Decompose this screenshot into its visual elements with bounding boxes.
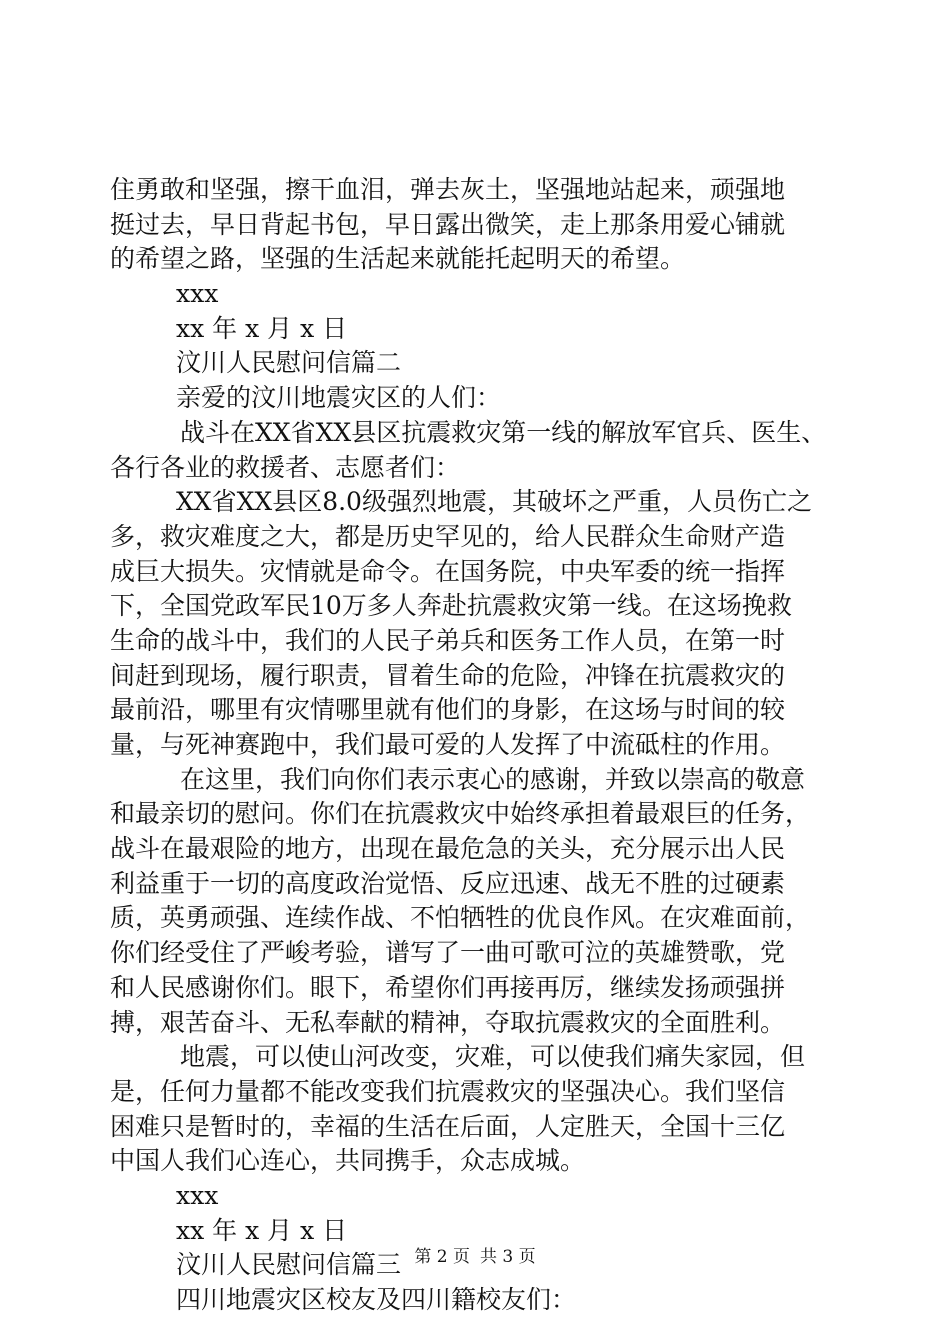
text-line: 在这里，我们向你们表示衷心的感谢，并致以崇高的敬意 (180, 764, 806, 794)
text-line: 利益重于一切的高度政治觉悟、反应迅速、战无不胜的过硬素 (110, 868, 786, 898)
text-line: 亲爱的汶川地震灾区的人们： (176, 383, 502, 413)
text-line: 汶川人民慰问信篇三 (176, 1250, 402, 1280)
text-line: 搏，艰苦奋斗、无私奉献的精神，夺取抗震救灾的全面胜利。 (110, 1007, 786, 1037)
text-line: 下，全国党政军民10万多人奔赴抗震救灾第一线。在这场挽救 (110, 591, 792, 621)
text-line: 战斗在XX省XX县区抗震救灾第一线的解放军官兵、医生、 (180, 417, 827, 447)
text-line: 四川地震灾区校友及四川籍校友们： (176, 1285, 577, 1314)
text-line: 质，英勇顽强、连续作战、不怕牺牲的优良作风。在灾难面前， (110, 903, 811, 933)
page-number: 第 2 页 (414, 1247, 470, 1267)
text-line: xx 年 x 月 x 日 (176, 1215, 348, 1245)
text-line: 住勇敢和坚强，擦干血泪，弹去灰土，坚强地站起来，顽强地 (110, 175, 786, 204)
text-line: 最前沿，哪里有灾情哪里就有他们的身影，在这场与时间的较 (110, 695, 786, 725)
text-line: 量，与死神赛跑中，我们最可爱的人发挥了中流砥柱的作用。 (110, 730, 786, 759)
text-line: XX省XX县区8.0级强烈地震，其破坏之严重，人员伤亡之 (176, 487, 812, 517)
text-line: 你们经受住了严峻考验，谱写了一曲可歌可泣的英雄赞歌，党 (110, 938, 786, 968)
text-line: 是，任何力量都不能改变我们抗震救灾的坚强决心。我们坚信 (110, 1076, 786, 1106)
text-line: xx 年 x 月 x 日 (176, 313, 348, 343)
page-footer (0, 1242, 950, 1267)
text-line: 生命的战斗中，我们的人民子弟兵和医务工作人员，在第一时 (110, 625, 786, 655)
text-line: 的希望之路，坚强的生活起来就能托起明天的希望。 (110, 244, 686, 274)
text-line: 战斗在最艰险的地方，出现在最危急的关头，充分展示出人民 (110, 834, 786, 864)
text-line: 间赶到现场，履行职责，冒着生命的危险，冲锋在抗震救灾的 (110, 660, 786, 690)
text-line: 和最亲切的慰问。你们在抗震救灾中始终承担着最艰巨的任务， (110, 799, 811, 829)
text-line: 困难只是暂时的，幸福的生活在后面，人定胜天，全国十三亿 (110, 1111, 786, 1141)
text-line: 汶川人民慰问信篇二 (176, 348, 402, 378)
text-line: 多，救灾难度之大，都是历史罕见的，给人民群众生命财产造 (110, 521, 786, 551)
text-line: xxx (176, 1180, 219, 1210)
page-total: 共 3 页 (480, 1247, 536, 1267)
text-line: xxx (176, 279, 219, 309)
text-line: 成巨大损失。灾情就是命令。在国务院，中央军委的统一指挥 (110, 556, 786, 586)
text-line: 中国人我们心连心，共同携手，众志成城。 (110, 1146, 586, 1176)
document-body (110, 173, 860, 1318)
text-line: 挺过去，早日背起书包，早日露出微笑，走上那条用爱心铺就 (110, 209, 786, 239)
text-line: 和人民感谢你们。眼下，希望你们再接再厉，继续发扬顽强拼 (110, 972, 786, 1002)
text-line: 各行各业的救援者、志愿者们： (110, 452, 461, 482)
text-line: 地震，可以使山河改变，灾难，可以使我们痛失家园，但 (180, 1042, 806, 1072)
